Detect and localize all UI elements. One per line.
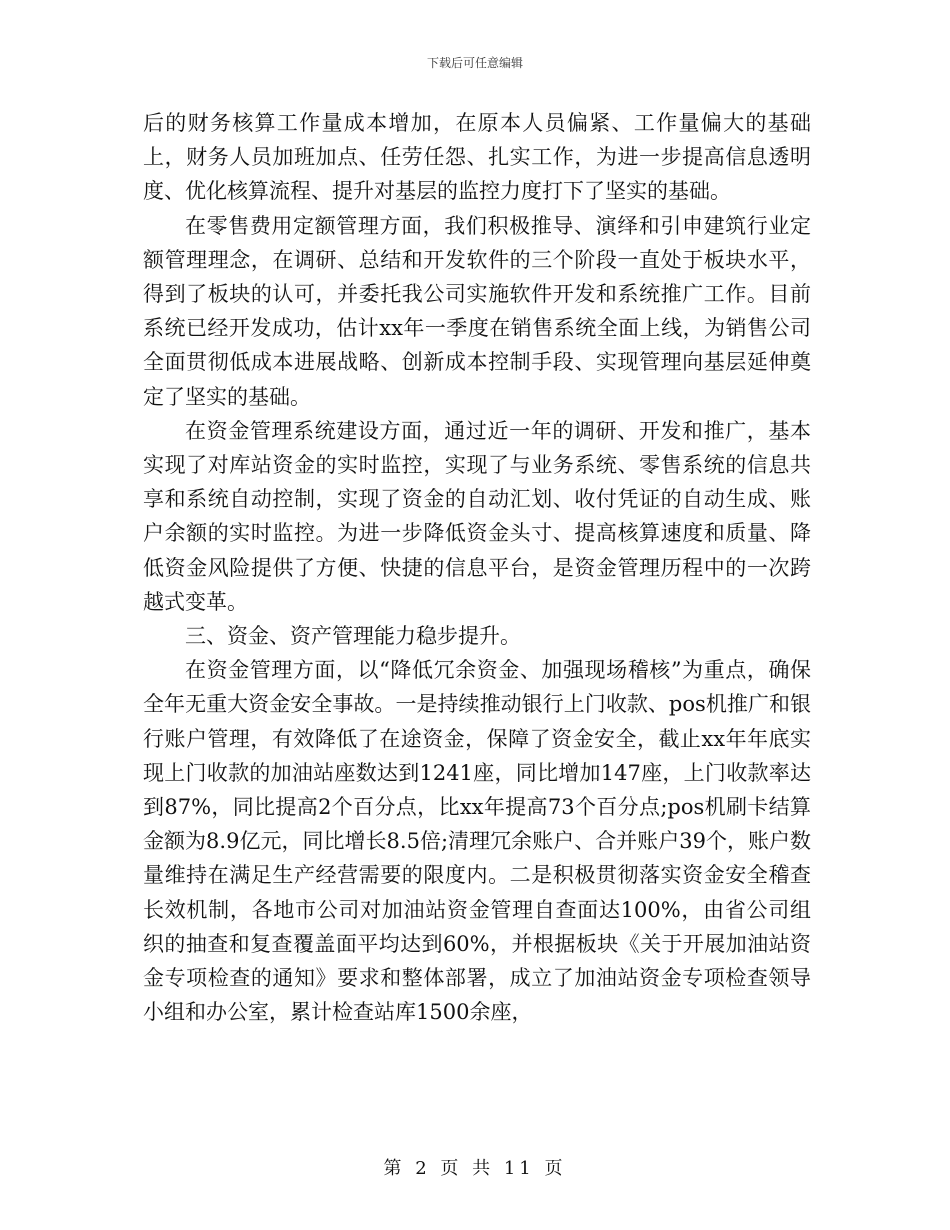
document-body [143, 106, 811, 1029]
paragraph-2: 在零售费用定额管理方面，我们积极推导、演绎和引申建筑行业定额管理理念，在调研、总结和开发软件的三个阶段一直处于板块水平，得到了板块的认可，并委托我公司实施软件开发和系统推广工作。目前系统已经开发成功，估计xx年一季度在销售系统全面上线，为销售公司全面贯彻低成本进展战略、创新成本控制手段、实现管理向基层延伸奠定了坚实的基础。 [143, 213, 811, 409]
section-heading: 三、资金、资产管理能力稳步提升。 [185, 624, 521, 649]
paragraph-4: 在资金管理方面，以“降低冗余资金、加强现场稽核”为重点，确保全年无重大资金安全事故。一是持续推动银行上门收款、pos机推广和银行账户管理，有效降低了在途资金，保障了资金安全，截止xx年年底实现上门收款的加油站座数达到1241座，同比增加147座，上门收款率达到87%，同比提高2个百分点，比xx年提高73个百分点;pos机刷卡结算金额为8.9亿元，同比增长8.5倍;清理冗余账户、合并账户39个，账户数量维持在满足生产经营需要的限度内。二是积极贯彻落实资金安全稽查长效机制，各地市公司对加油站资金管理自查面达100%，由省公司组织的抽查和复查覆盖面平均达到60%，并根据板块《关于开展加油站资金专项检查的通知》要求和整体部署，成立了加油站资金专项检查领导小组和办公室，累计检查站库1500余座， [143, 658, 811, 1025]
paragraph-3: 在资金管理系统建设方面，通过近一年的调研、开发和推广，基本实现了对库站资金的实时监控，实现了与业务系统、零售系统的信息共享和系统自动控制，实现了资金的自动汇划、收付凭证的自动生成、账户余额的实时监控。为进一步降低资金头寸、提高核算速度和质量、降低资金风险提供了方便、快捷的信息平台，是资金管理历程中的一次跨越式变革。 [143, 418, 811, 614]
page-footer: 第 2 页 共 11 页 [383, 1158, 567, 1179]
page-header: 下载后可任意编辑 [426, 56, 523, 70]
paragraph-1: 后的财务核算工作量成本增加，在原本人员偏紧、工作量偏大的基础上，财务人员加班加点、任劳任怨、扎实工作，为进一步提高信息透明度、优化核算流程、提升对基层的监控力度打下了坚实的基础。 [143, 111, 811, 204]
